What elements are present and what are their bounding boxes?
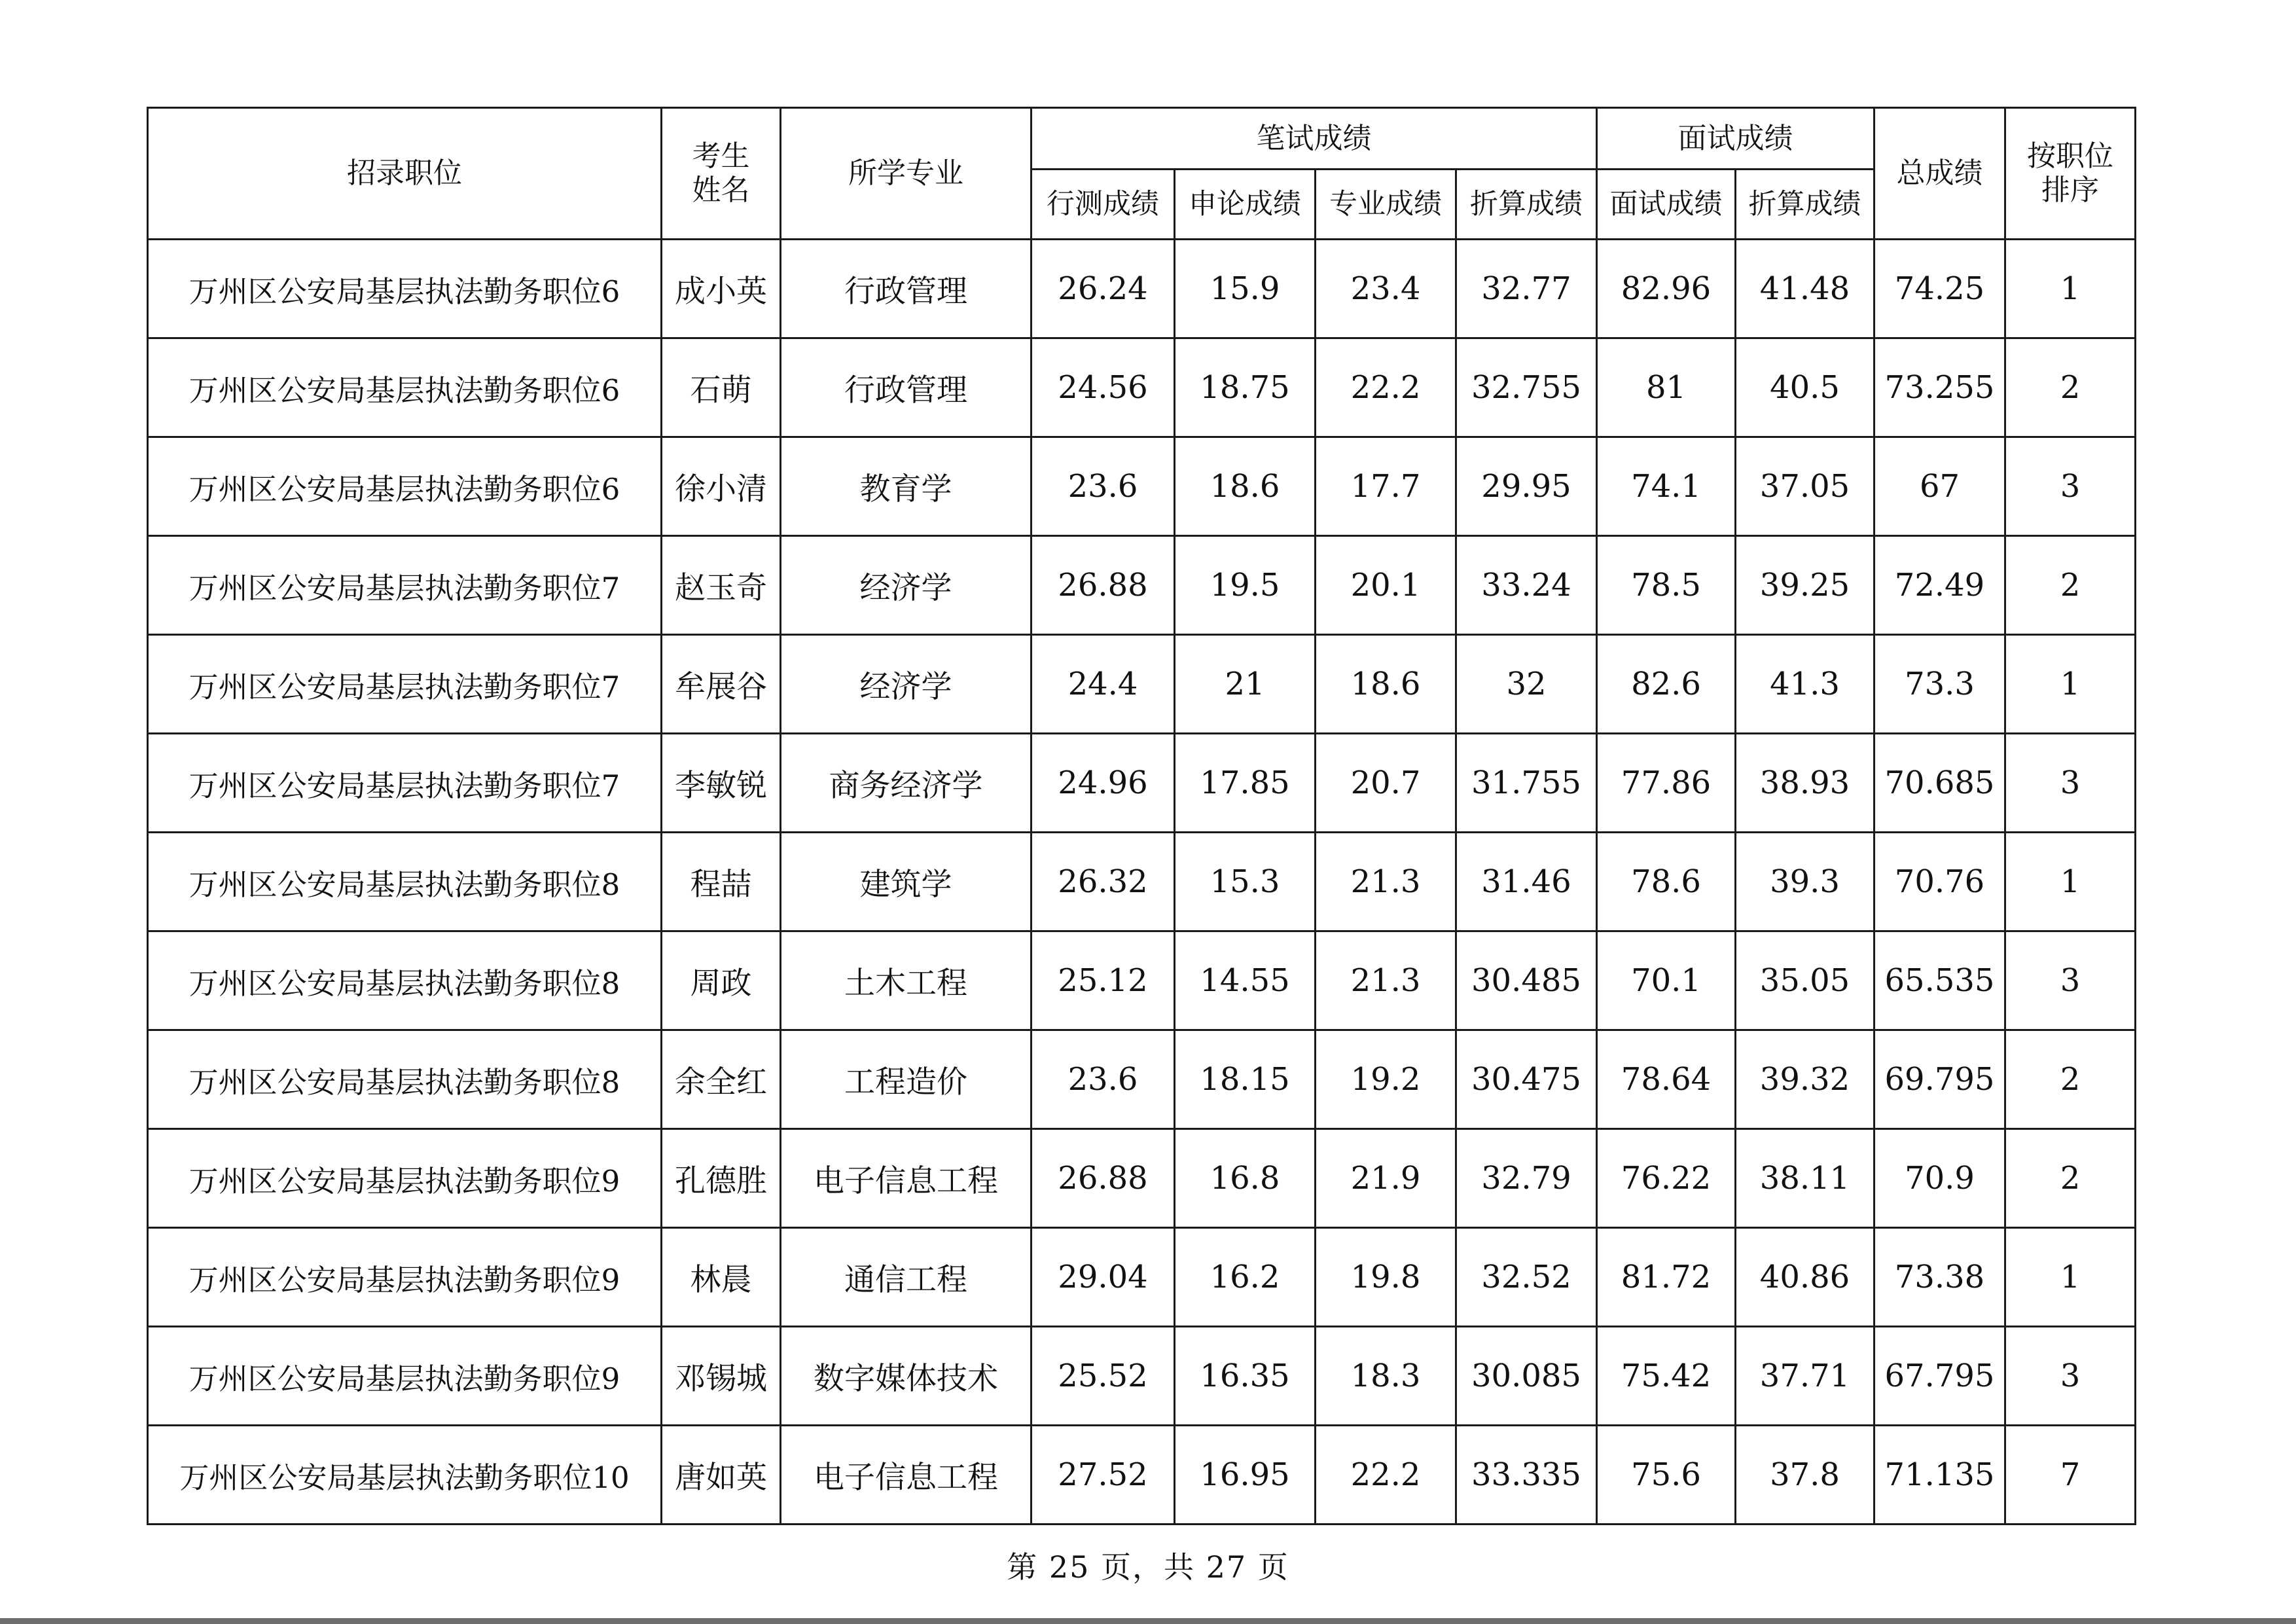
cell-total: 67: [1874, 437, 2005, 536]
cell-interview: 82.96: [1597, 240, 1736, 338]
cell-zhuanye: 22.2: [1316, 338, 1456, 437]
cell-major: 经济学: [781, 635, 1031, 734]
cell-zhuanye: 20.1: [1316, 536, 1456, 635]
table-row: [148, 635, 2136, 734]
cell-position: 万州区公安局基层执法勤务职位6: [148, 240, 662, 338]
header-name: [662, 108, 781, 240]
cell-written-converted: 33.24: [1456, 536, 1597, 635]
cell-position: 万州区公安局基层执法勤务职位7: [148, 635, 662, 734]
cell-major: 电子信息工程: [781, 1426, 1031, 1525]
page-footer: 第 25 页，共 27 页: [1007, 1549, 1289, 1585]
cell-zhuanye: 22.2: [1316, 1426, 1456, 1525]
cell-major: 经济学: [781, 536, 1031, 635]
table-row: [148, 338, 2136, 437]
cell-position: 万州区公安局基层执法勤务职位8: [148, 833, 662, 931]
cell-interview-converted: 37.71: [1736, 1327, 1874, 1426]
cell-interview-converted: 38.11: [1736, 1129, 1874, 1228]
cell-zhuanye: 19.2: [1316, 1030, 1456, 1129]
cell-written-converted: 32.77: [1456, 240, 1597, 338]
cell-name: 林晨: [662, 1228, 781, 1327]
cell-rank: 1: [2005, 1228, 2136, 1327]
cell-interview-converted: 37.05: [1736, 437, 1874, 536]
header-interview-converted: 折算成绩: [1736, 170, 1874, 240]
cell-zhuanye: 21.9: [1316, 1129, 1456, 1228]
cell-total: 72.49: [1874, 536, 2005, 635]
cell-rank: 3: [2005, 734, 2136, 833]
cell-written-converted: 32.52: [1456, 1228, 1597, 1327]
header-zhuanye: 专业成绩: [1316, 170, 1456, 240]
cell-zhuanye: 18.6: [1316, 635, 1456, 734]
cell-major: 商务经济学: [781, 734, 1031, 833]
cell-zhuanye: 21.3: [1316, 833, 1456, 931]
cell-major: 建筑学: [781, 833, 1031, 931]
cell-interview: 78.64: [1597, 1030, 1736, 1129]
cell-xingce: 23.6: [1031, 437, 1175, 536]
cell-interview: 77.86: [1597, 734, 1736, 833]
cell-name: 成小英: [662, 240, 781, 338]
cell-interview: 70.1: [1597, 931, 1736, 1030]
header-total: 总成绩: [1874, 108, 2005, 240]
cell-shenlun: 16.8: [1175, 1129, 1316, 1228]
cell-rank: 2: [2005, 1030, 2136, 1129]
cell-total: 65.535: [1874, 931, 2005, 1030]
cell-rank: 3: [2005, 931, 2136, 1030]
cell-rank: 7: [2005, 1426, 2136, 1525]
cell-interview: 76.22: [1597, 1129, 1736, 1228]
cell-written-converted: 30.485: [1456, 931, 1597, 1030]
cell-rank: 3: [2005, 1327, 2136, 1426]
table-row: [148, 536, 2136, 635]
cell-interview: 82.6: [1597, 635, 1736, 734]
cell-interview-converted: 35.05: [1736, 931, 1874, 1030]
cell-interview: 74.1: [1597, 437, 1736, 536]
cell-zhuanye: 17.7: [1316, 437, 1456, 536]
cell-interview: 81: [1597, 338, 1736, 437]
cell-shenlun: 16.35: [1175, 1327, 1316, 1426]
cell-total: 70.9: [1874, 1129, 2005, 1228]
cell-written-converted: 32: [1456, 635, 1597, 734]
cell-major: 通信工程: [781, 1228, 1031, 1327]
header-rank-text: 按职位 排序: [2027, 139, 2113, 207]
cell-written-converted: 32.755: [1456, 338, 1597, 437]
cell-shenlun: 15.3: [1175, 833, 1316, 931]
cell-shenlun: 18.6: [1175, 437, 1316, 536]
cell-zhuanye: 23.4: [1316, 240, 1456, 338]
cell-name: 石萌: [662, 338, 781, 437]
cell-major: 电子信息工程: [781, 1129, 1031, 1228]
cell-interview-converted: 40.5: [1736, 338, 1874, 437]
cell-name: 李敏锐: [662, 734, 781, 833]
cell-shenlun: 16.95: [1175, 1426, 1316, 1525]
cell-rank: 2: [2005, 1129, 2136, 1228]
cell-total: 73.255: [1874, 338, 2005, 437]
cell-major: 土木工程: [781, 931, 1031, 1030]
cell-name: 牟展谷: [662, 635, 781, 734]
cell-position: 万州区公安局基层执法勤务职位8: [148, 1030, 662, 1129]
header-rank: [2005, 108, 2136, 240]
header-written-group: 笔试成绩: [1031, 108, 1597, 170]
cell-written-converted: 32.79: [1456, 1129, 1597, 1228]
cell-interview-converted: 41.3: [1736, 635, 1874, 734]
cell-interview-converted: 41.48: [1736, 240, 1874, 338]
results-table: [147, 107, 2136, 1525]
cell-interview-converted: 39.32: [1736, 1030, 1874, 1129]
cell-rank: 3: [2005, 437, 2136, 536]
cell-position: 万州区公安局基层执法勤务职位9: [148, 1327, 662, 1426]
header-major: 所学专业: [781, 108, 1031, 240]
cell-position: 万州区公安局基层执法勤务职位10: [148, 1426, 662, 1525]
cell-total: 73.3: [1874, 635, 2005, 734]
cell-written-converted: 30.475: [1456, 1030, 1597, 1129]
bottom-rule: [0, 1618, 2296, 1624]
cell-major: 行政管理: [781, 338, 1031, 437]
header-interview-score: 面试成绩: [1597, 170, 1736, 240]
cell-shenlun: 21: [1175, 635, 1316, 734]
cell-rank: 2: [2005, 536, 2136, 635]
table-row: [148, 833, 2136, 931]
cell-position: 万州区公安局基层执法勤务职位9: [148, 1228, 662, 1327]
cell-xingce: 24.56: [1031, 338, 1175, 437]
cell-written-converted: 30.085: [1456, 1327, 1597, 1426]
cell-zhuanye: 20.7: [1316, 734, 1456, 833]
cell-major: 行政管理: [781, 240, 1031, 338]
cell-major: 教育学: [781, 437, 1031, 536]
cell-interview-converted: 39.3: [1736, 833, 1874, 931]
cell-interview-converted: 40.86: [1736, 1228, 1874, 1327]
cell-total: 73.38: [1874, 1228, 2005, 1327]
cell-shenlun: 19.5: [1175, 536, 1316, 635]
table-row: [148, 1327, 2136, 1426]
cell-total: 70.685: [1874, 734, 2005, 833]
cell-shenlun: 18.15: [1175, 1030, 1316, 1129]
cell-interview: 75.42: [1597, 1327, 1736, 1426]
cell-xingce: 29.04: [1031, 1228, 1175, 1327]
cell-rank: 2: [2005, 338, 2136, 437]
header-position: 招录职位: [148, 108, 662, 240]
cell-interview-converted: 38.93: [1736, 734, 1874, 833]
table-header: [148, 108, 2136, 240]
table-row: [148, 240, 2136, 338]
cell-total: 69.795: [1874, 1030, 2005, 1129]
cell-rank: 1: [2005, 833, 2136, 931]
cell-rank: 1: [2005, 635, 2136, 734]
cell-xingce: 25.12: [1031, 931, 1175, 1030]
cell-zhuanye: 21.3: [1316, 931, 1456, 1030]
cell-xingce: 25.52: [1031, 1327, 1175, 1426]
header-shenlun: 申论成绩: [1175, 170, 1316, 240]
cell-name: 唐如英: [662, 1426, 781, 1525]
table-row: [148, 1426, 2136, 1525]
cell-name: 周政: [662, 931, 781, 1030]
cell-position: 万州区公安局基层执法勤务职位7: [148, 536, 662, 635]
header-interview-group: 面试成绩: [1597, 108, 1874, 170]
cell-shenlun: 18.75: [1175, 338, 1316, 437]
cell-position: 万州区公安局基层执法勤务职位7: [148, 734, 662, 833]
table-row: [148, 1228, 2136, 1327]
cell-xingce: 24.4: [1031, 635, 1175, 734]
cell-position: 万州区公安局基层执法勤务职位9: [148, 1129, 662, 1228]
cell-interview: 81.72: [1597, 1228, 1736, 1327]
cell-shenlun: 16.2: [1175, 1228, 1316, 1327]
cell-shenlun: 17.85: [1175, 734, 1316, 833]
cell-major: 工程造价: [781, 1030, 1031, 1129]
table-body: [148, 240, 2136, 1525]
cell-written-converted: 31.46: [1456, 833, 1597, 931]
cell-interview-converted: 39.25: [1736, 536, 1874, 635]
cell-interview-converted: 37.8: [1736, 1426, 1874, 1525]
table-row: [148, 437, 2136, 536]
cell-total: 70.76: [1874, 833, 2005, 931]
cell-position: 万州区公安局基层执法勤务职位8: [148, 931, 662, 1030]
cell-zhuanye: 19.8: [1316, 1228, 1456, 1327]
cell-xingce: 24.96: [1031, 734, 1175, 833]
cell-written-converted: 33.335: [1456, 1426, 1597, 1525]
cell-name: 孔德胜: [662, 1129, 781, 1228]
cell-position: 万州区公安局基层执法勤务职位6: [148, 437, 662, 536]
cell-position: 万州区公安局基层执法勤务职位6: [148, 338, 662, 437]
cell-zhuanye: 18.3: [1316, 1327, 1456, 1426]
cell-total: 74.25: [1874, 240, 2005, 338]
cell-shenlun: 15.9: [1175, 240, 1316, 338]
cell-interview: 75.6: [1597, 1426, 1736, 1525]
table-row: [148, 1129, 2136, 1228]
header-xingce: 行测成绩: [1031, 170, 1175, 240]
cell-written-converted: 31.755: [1456, 734, 1597, 833]
table-row: [148, 734, 2136, 833]
cell-name: 邓锡城: [662, 1327, 781, 1426]
cell-total: 71.135: [1874, 1426, 2005, 1525]
table-row: [148, 1030, 2136, 1129]
cell-xingce: 26.32: [1031, 833, 1175, 931]
cell-rank: 1: [2005, 240, 2136, 338]
cell-xingce: 27.52: [1031, 1426, 1175, 1525]
cell-xingce: 26.88: [1031, 536, 1175, 635]
cell-xingce: 23.6: [1031, 1030, 1175, 1129]
header-name-text: 考生 姓名: [692, 139, 750, 207]
cell-interview: 78.5: [1597, 536, 1736, 635]
cell-name: 赵玉奇: [662, 536, 781, 635]
cell-written-converted: 29.95: [1456, 437, 1597, 536]
cell-total: 67.795: [1874, 1327, 2005, 1426]
header-written-converted: 折算成绩: [1456, 170, 1597, 240]
cell-interview: 78.6: [1597, 833, 1736, 931]
cell-xingce: 26.24: [1031, 240, 1175, 338]
cell-name: 余全红: [662, 1030, 781, 1129]
cell-shenlun: 14.55: [1175, 931, 1316, 1030]
cell-major: 数字媒体技术: [781, 1327, 1031, 1426]
cell-name: 程喆: [662, 833, 781, 931]
table-row: [148, 931, 2136, 1030]
cell-xingce: 26.88: [1031, 1129, 1175, 1228]
cell-name: 徐小清: [662, 437, 781, 536]
